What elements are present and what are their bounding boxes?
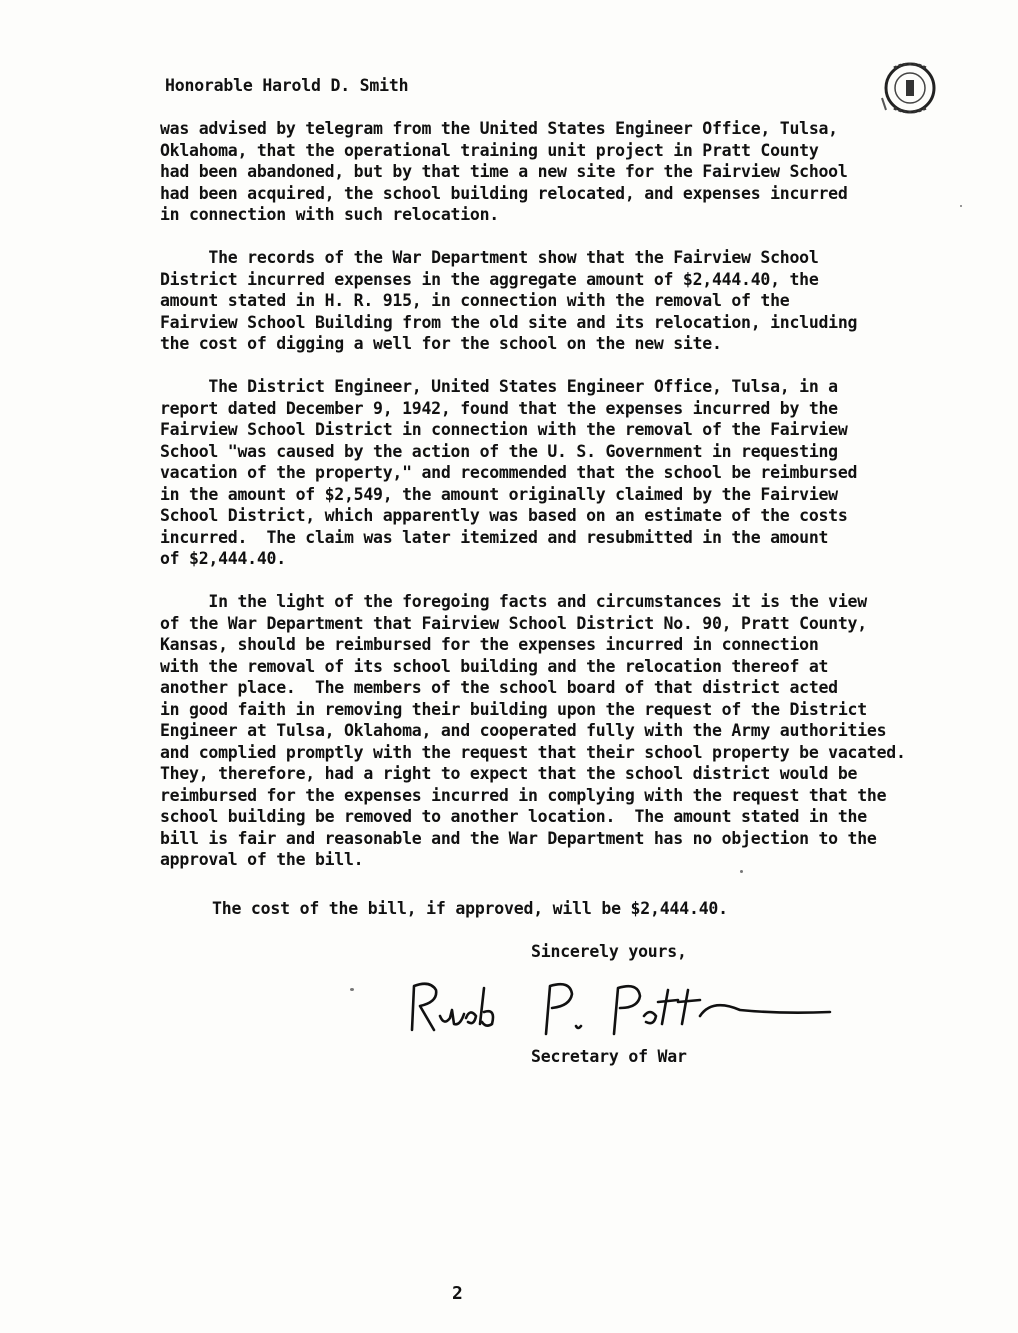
text-line: report dated December 9, 1942, found that the expenses incurred by the [160,398,838,418]
paragraph-4 [160,591,960,871]
text-line: The District Engineer, United States Engineer Office, Tulsa, in a [160,377,838,396]
text-line: of the War Department that Fairview School District No. 90, Pratt County, [160,613,867,633]
paragraph-1 [160,118,960,226]
text-line: incurred. The claim was later itemized and resubmitted in the amount [160,527,829,547]
paragraph-3 [160,376,960,570]
text-line: the cost of digging a well for the school on the new site. [160,334,722,353]
text-line: reimbursed for the expenses incurred in complying with the request that the [160,785,887,805]
received-stamp-icon [872,58,942,118]
text-line: and complied promptly with the request that their school property be vacated. [160,742,906,762]
closing: Sincerely yours, [531,942,687,961]
text-line: The records of the War Department show that the Fairview School [160,248,819,267]
page-number: 2 [452,1283,463,1304]
text-line: District incurred expenses in the aggregate amount of $2,444.40, the [160,269,819,289]
text-line: Fairview School Building from the old site and its relocation, including [160,312,858,332]
text-line: school building be removed to another location. The amount stated in the [160,807,867,826]
salutation: Honorable Harold D. Smith [165,76,409,95]
text-line: bill is fair and reasonable and the War Department has no objection to the [160,828,877,848]
text-line: in the amount of $2,549, the amount originally claimed by the Fairview [160,484,838,504]
text-line: Oklahoma, that the operational training unit project in Pratt County [160,140,819,160]
text-line: approval of the bill. [160,850,364,869]
text-line: another place. The members of the school board of that district acted [160,678,838,697]
text-line: had been abandoned, but by that time a new site for the Fairview School [160,162,848,181]
text-line: They, therefore, had a right to expect that the school district would be [160,764,858,783]
text-line: School District, which apparently was based on an estimate of the costs [160,506,848,525]
text-line: vacation of the property," and recommended that the school be reimbursed [160,463,858,482]
text-line: in connection with such relocation. [160,205,499,224]
text-line: of $2,444.40. [160,549,286,568]
text-line: in good faith in removing their building upon the request of the District [160,699,867,719]
text-line: amount stated in H. R. 915, in connection with the removal of the [160,291,790,310]
signer-title: Secretary of War [531,1047,687,1066]
text-line: was advised by telegram from the United States Engineer Office, Tulsa, [160,119,838,138]
scan-speck [350,988,354,991]
scan-speck [740,870,743,873]
text-line: had been acquired, the school building relocated, and expenses incurred [160,183,848,203]
text-line: Fairview School District in connection with the removal of the Fairview [160,420,848,439]
cost-line: The cost of the bill, if approved, will be $2,444.40. [212,899,728,918]
signature-image [400,968,840,1048]
text-line: School "was caused by the action of the U. S. Government in requesting [160,441,838,461]
text-line: In the light of the foregoing facts and circumstances it is the view [160,592,867,611]
text-line: Kansas, should be reimbursed for the expenses incurred in connection [160,635,819,654]
scan-speck [960,205,962,207]
text-line: Engineer at Tulsa, Oklahoma, and cooperated fully with the Army authorities [160,721,887,740]
paragraph-2 [160,247,960,355]
text-line: with the removal of its school building and the relocation thereof at [160,656,829,676]
